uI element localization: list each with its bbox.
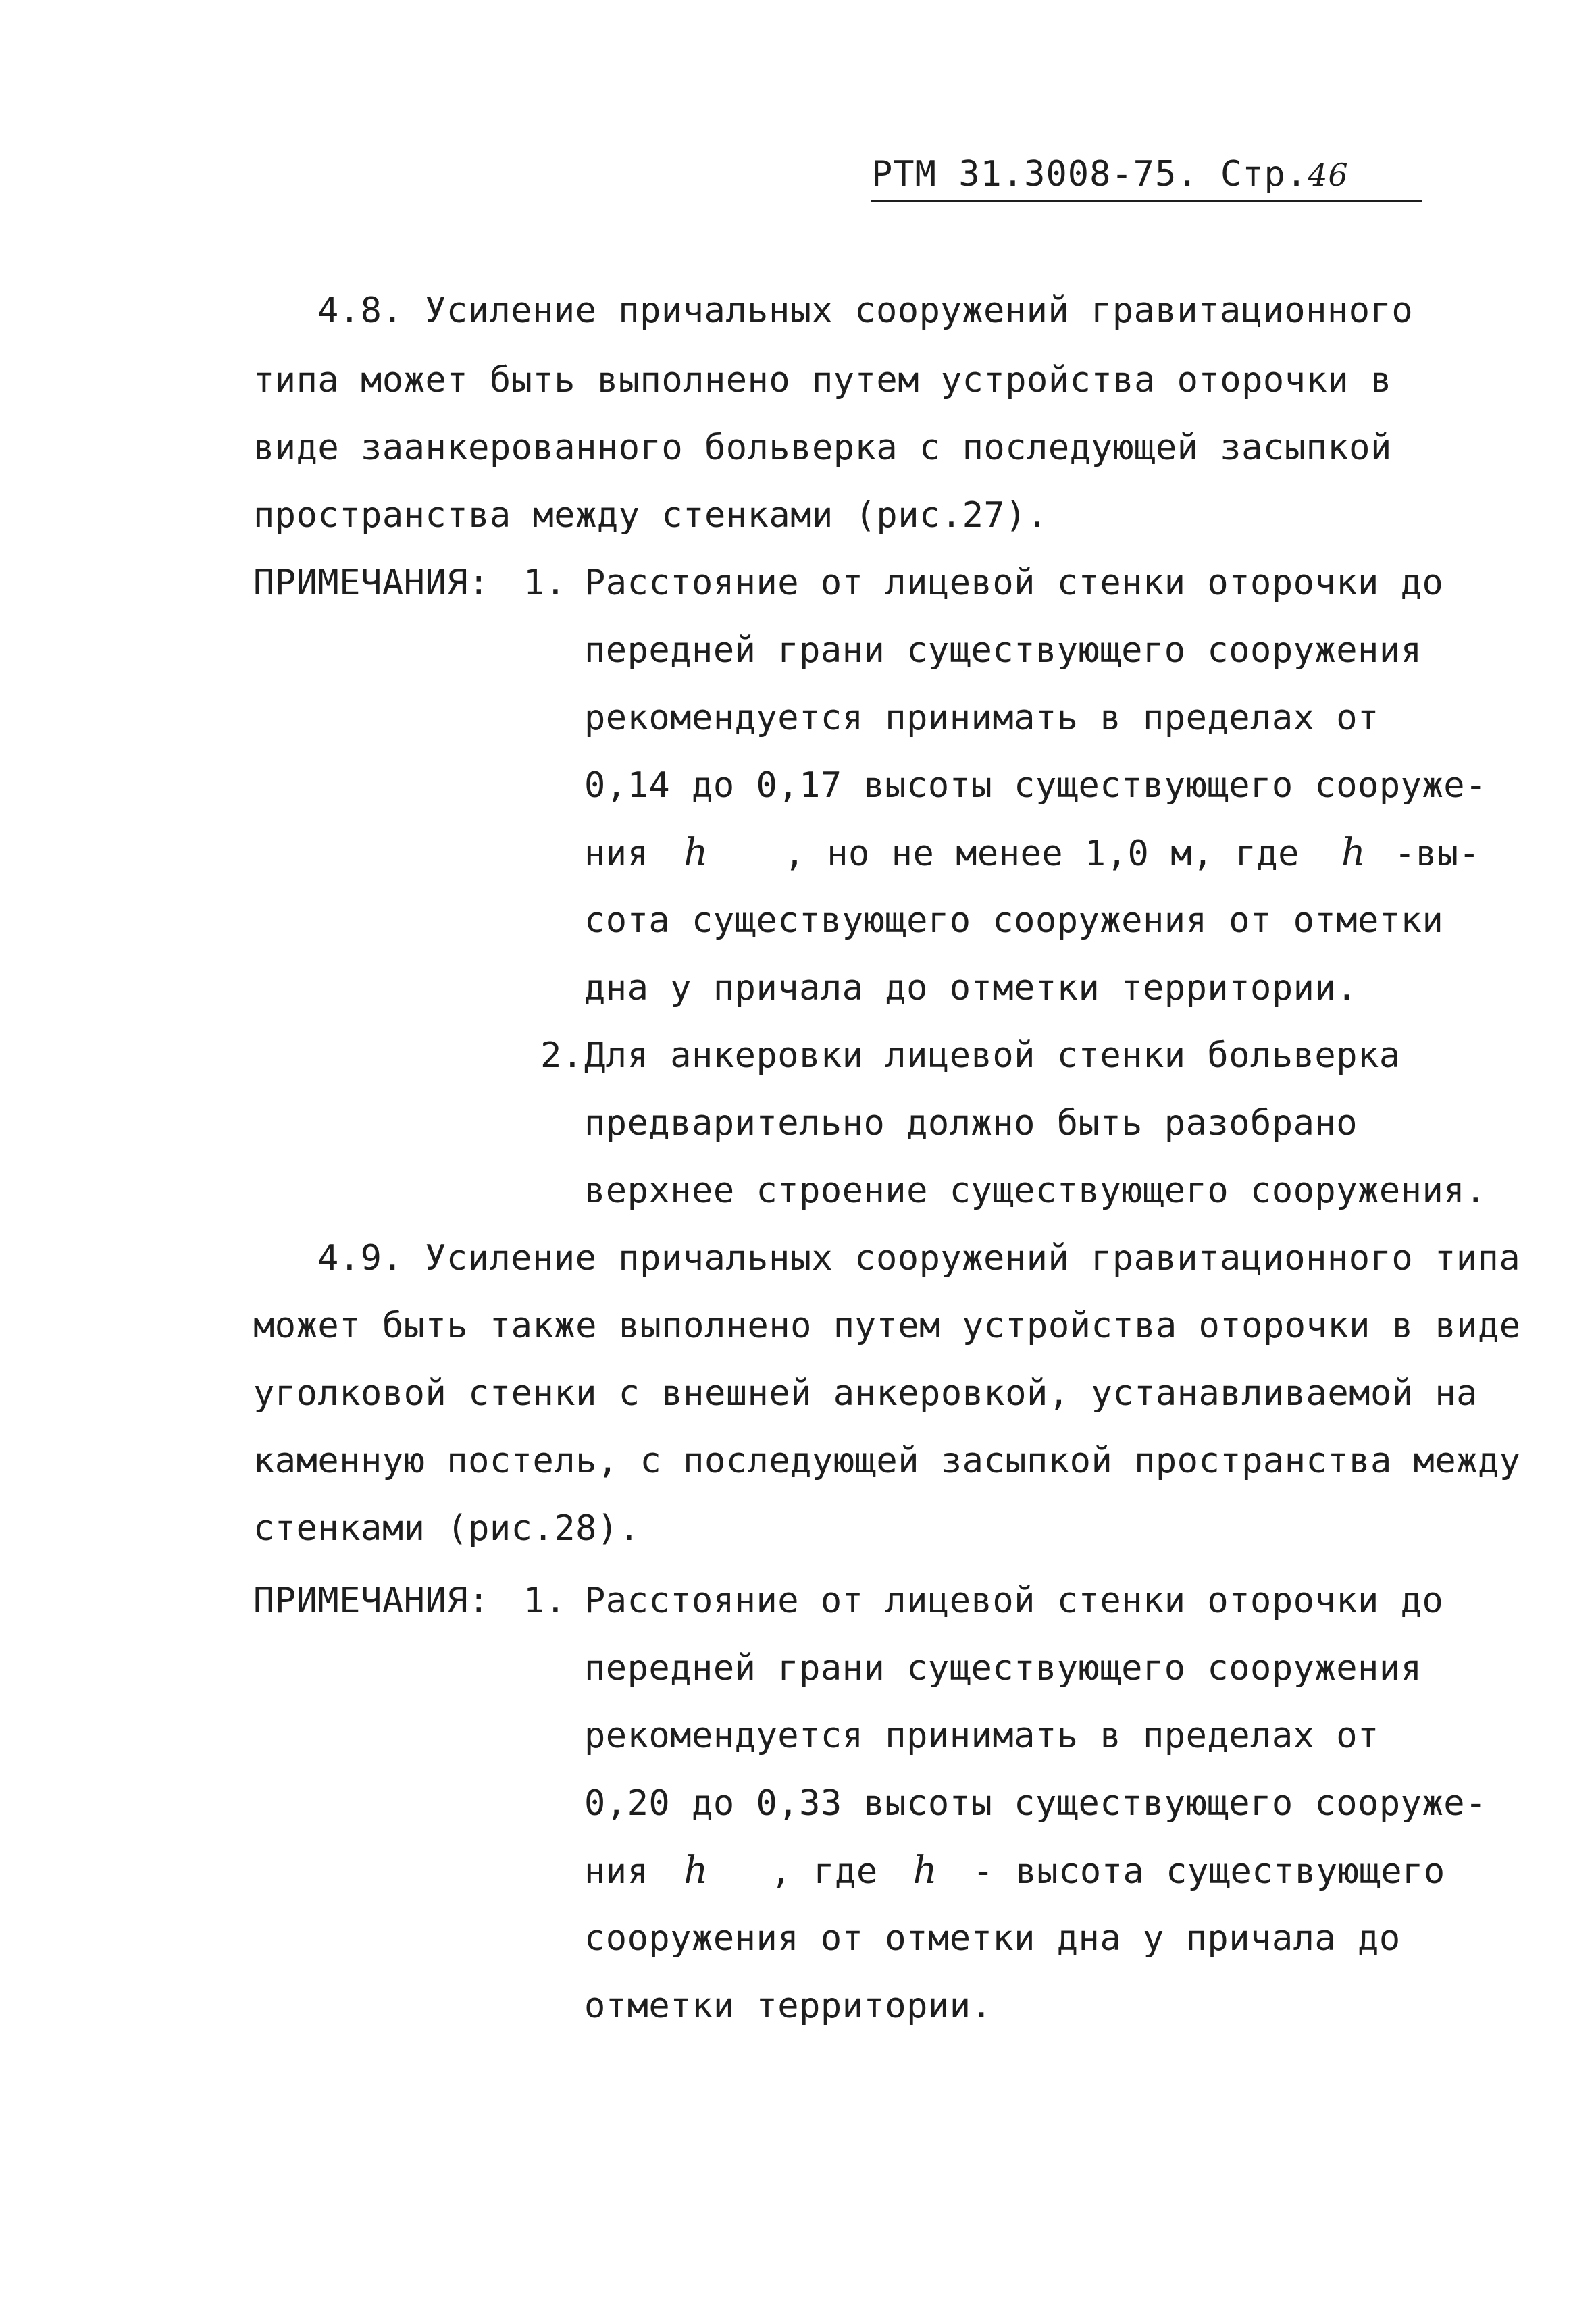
notes-4-8-note-2-line-2: предварительно должно быть разобрано <box>584 1103 1358 1143</box>
section-4-9-line-2: может быть также выполнено путем устройства оторочки в виде <box>253 1306 1521 1346</box>
section-4-8-line-3: виде заанкерованного больверка с последующей засыпкой <box>253 428 1392 468</box>
line5-word: ния <box>584 1851 649 1892</box>
line5-end: -вы- <box>1394 833 1481 874</box>
section-4-9-line-3: уголковой стенки с внешней анкеровкой, устанавливаемой на <box>253 1373 1478 1414</box>
notes-4-8-note-1-line-1: Расстояние от лицевой стенки оторочки до <box>584 563 1444 603</box>
notes-4-9-note-1-line-7: отметки территории. <box>584 1986 993 2026</box>
notes-4-9-note-1-line-4: 0,20 до 0,33 высоты существующего сооруже- <box>584 1783 1487 1824</box>
line5-end: - высота существующего <box>972 1851 1445 1892</box>
notes-4-8-note-2-line-1: Для анкеровки лицевой стенки больверка <box>584 1035 1401 1076</box>
section-4-9-line-4: каменную постель, с последующей засыпкой пространства между <box>253 1441 1521 1481</box>
doc-code: РТМ 31.3008-75. Стр. <box>871 154 1308 195</box>
notes-4-8-note-1-line-7: дна у причала до отметки территории. <box>584 968 1358 1008</box>
height-variable: h <box>684 1849 709 1893</box>
notes-4-8-note-2-line-3: верхнее строение существующего сооружения. <box>584 1171 1487 1211</box>
notes-4-8-note-1-line-6: сота существующего сооружения от отметки <box>584 900 1444 941</box>
notes-4-9-note-1-line-2: передней грани существующего сооружения <box>584 1648 1422 1689</box>
line5-middle: , где <box>770 1851 878 1892</box>
notes-4-9-label: ПРИМЕЧАНИЯ: <box>253 1580 490 1621</box>
notes-4-9-note-1-line-1: Расстояние от лицевой стенки оторочки до <box>584 1580 1444 1621</box>
notes-4-8-note-1-line-2: передней грани существующего сооружения <box>584 630 1422 671</box>
notes-4-8-label: ПРИМЕЧАНИЯ: <box>253 563 490 603</box>
notes-4-8-note-1-line-5 <box>584 833 1480 874</box>
notes-4-8-note-1-number: 1. <box>523 563 567 603</box>
header-underline <box>871 200 1422 202</box>
section-4-9-line-1: 4.9. Усиление причальных сооружений гравитационного типа <box>317 1238 1521 1279</box>
notes-4-8-note-1-line-3: рекомендуется принимать в пределах от <box>584 698 1379 738</box>
notes-4-9-note-1-number: 1. <box>523 1580 567 1621</box>
height-variable-2: h <box>1341 831 1366 875</box>
notes-4-9-note-1-line-6: сооружения от отметки дна у причала до <box>584 1918 1401 1959</box>
section-4-9-line-5: стенками (рис.28). <box>253 1508 640 1549</box>
line5-word: ния <box>584 833 649 874</box>
page-header <box>871 154 1349 195</box>
notes-4-9-note-1-line-5 <box>584 1851 1445 1892</box>
section-4-8-line-1: 4.8. Усиление причальных сооружений гравитационного <box>317 290 1414 331</box>
section-4-8-line-2: типа может быть выполнено путем устройства оторочки в <box>253 360 1392 401</box>
notes-4-8-note-1-line-4: 0,14 до 0,17 высоты существующего сооруже- <box>584 765 1487 806</box>
line5-middle: , но не менее 1,0 м, где <box>783 833 1299 874</box>
notes-4-8-note-2-number: 2. <box>540 1035 584 1076</box>
section-4-8-line-4: пространства между стенками (рис.27). <box>253 495 1048 536</box>
page-number: 46 <box>1308 157 1349 193</box>
height-variable: h <box>684 831 709 875</box>
notes-4-9-note-1-line-3: рекомендуется принимать в пределах от <box>584 1716 1379 1756</box>
height-variable-2: h <box>912 1849 938 1893</box>
